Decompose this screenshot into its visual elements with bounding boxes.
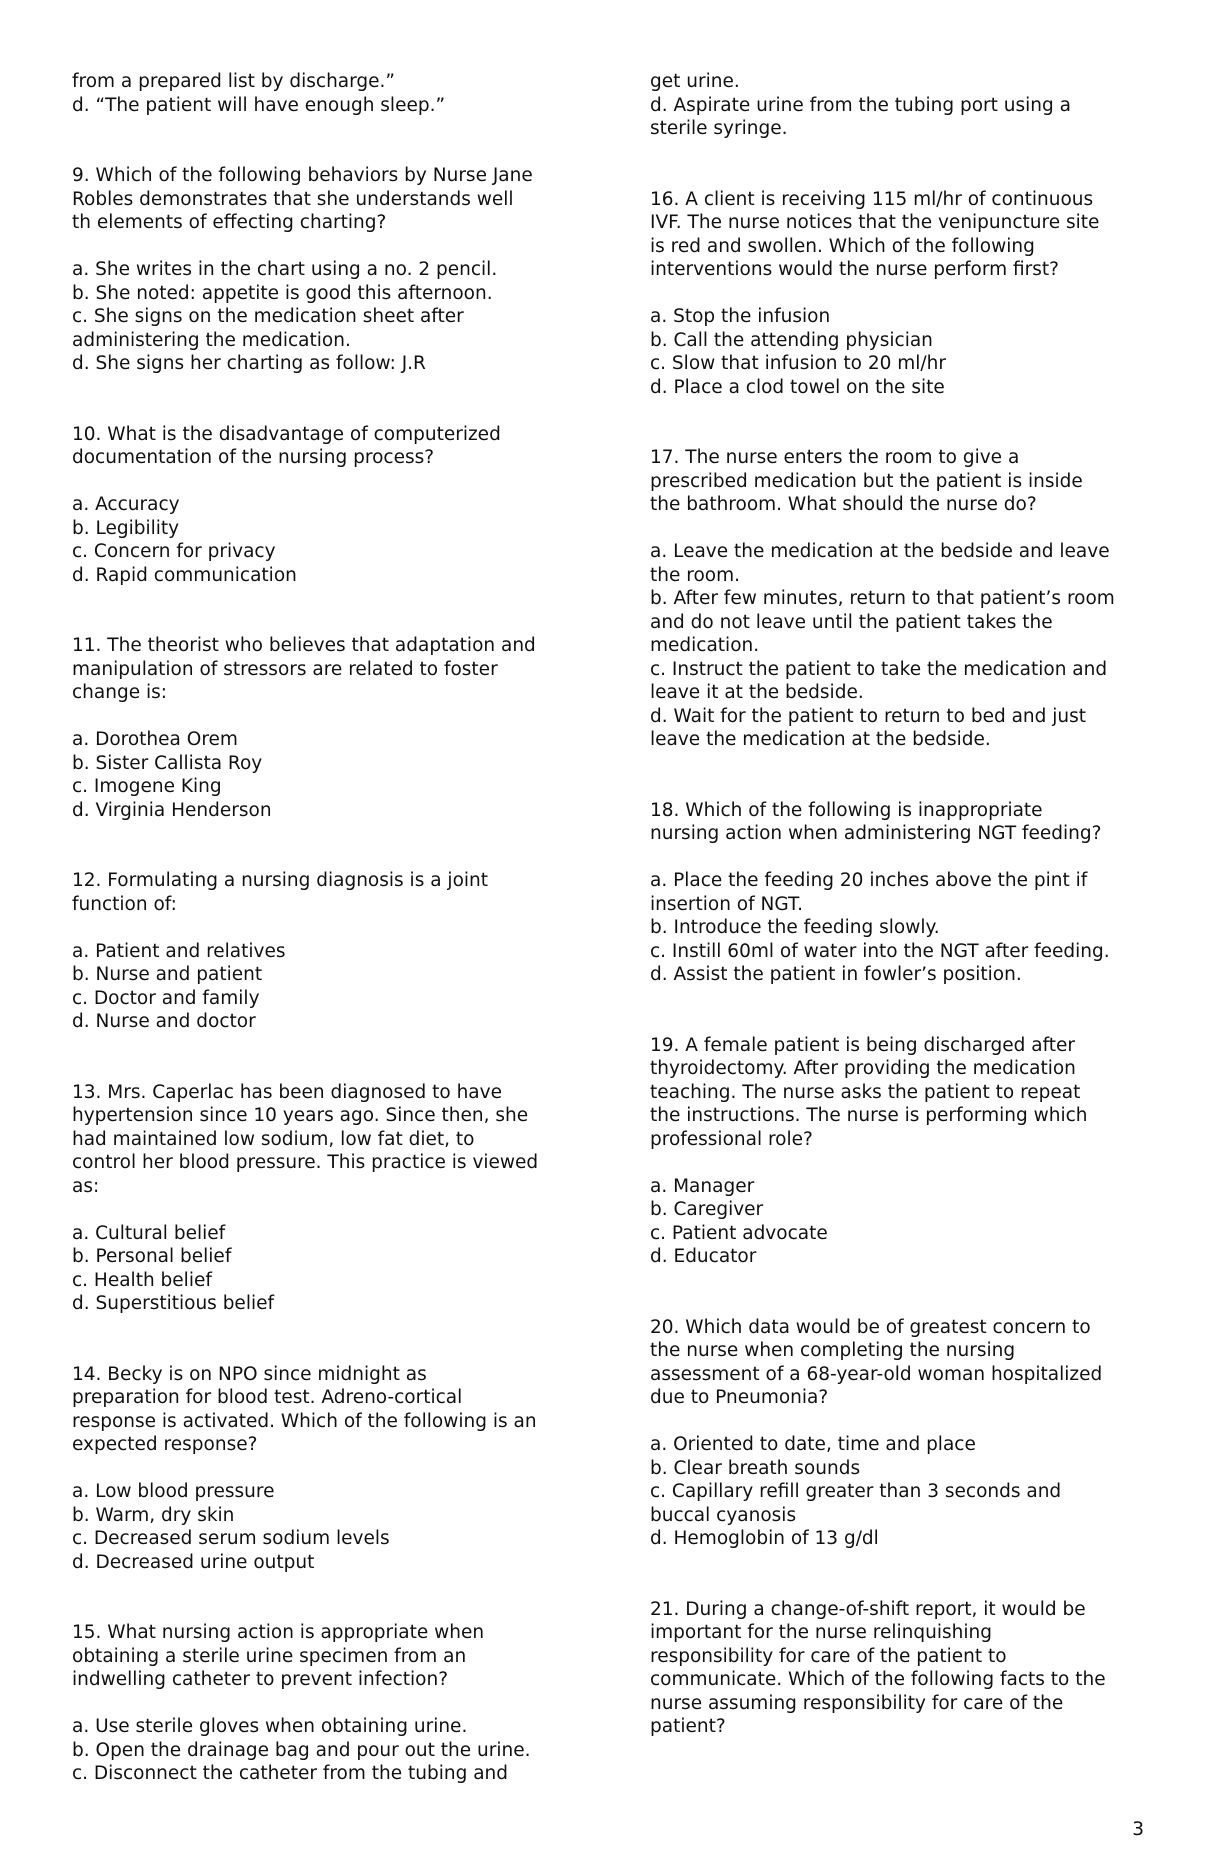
option-line: c. Decreased serum sodium levels [72,1528,390,1549]
answer-option [72,1480,592,1504]
option-line: b. Warm, dry skin [72,1504,235,1526]
option-line: d. Superstitious belief [72,1293,274,1314]
answer-option [72,963,592,987]
question-q8-tail [72,70,592,117]
option-line: d. Rapid communication [72,564,297,586]
answer-options [72,1480,592,1574]
question-q21 [650,1598,1170,1739]
option-line: b. Legibility [72,517,180,539]
option-line: d. Wait for the patient to return to bed and just [650,705,1087,727]
option-line: a. Accuracy [72,494,180,515]
question-gap [72,1034,592,1081]
option-line: b. Open the drainage bag and pour out the urine. [72,1739,531,1761]
stem-line: interventions would the nurse perform first? [650,259,1059,280]
stem-line: communicate. Which of the following facts to the [650,1669,1106,1690]
question-stem [72,869,592,916]
answer-option [650,869,1170,916]
question-q14 [72,1363,592,1575]
question-gap [650,399,1170,446]
option-line: c. Concern for privacy [72,541,276,562]
question-q12 [72,869,592,1034]
question-q10 [72,423,592,588]
option-line: c. Disconnect the catheter from the tubing and [72,1763,509,1784]
answer-option [72,352,592,376]
stem-line: Robles demonstrates that she understands well [72,188,514,210]
question-stem [650,188,1170,282]
stem-line: 18. Which of the following is inappropriate [650,799,1043,821]
option-line: from a prepared list by discharge.” [72,71,396,92]
option-line: and do not leave until the patient takes the [650,611,1053,633]
stem-line: 16. A client is receiving 115 ml/hr of continuous [650,188,1094,210]
question-stem [72,164,592,235]
option-line: d. Aspirate urine from the tubing port using a [650,94,1071,116]
question-stem [650,1598,1170,1739]
question-stem [650,799,1170,846]
answer-options [72,1222,592,1316]
answer-option [650,1245,1170,1269]
answer-option [72,1245,592,1269]
answer-options [650,305,1170,399]
question-gap [72,117,592,164]
answer-option [650,963,1170,987]
stem-line: response is activated. Which of the following is an [72,1410,537,1432]
option-line: c. Instruct the patient to take the medication and [650,658,1108,680]
option-line: a. Place the feeding 20 inches above the pint if [650,870,1088,891]
answer-option [650,658,1170,705]
stem-line: 21. During a change-of-shift report, it would be [650,1598,1086,1620]
question-stem [72,1621,592,1692]
answer-option [72,540,592,564]
answer-option [650,376,1170,400]
stem-line: 9. Which of the following behaviors by Nurse Jane [72,165,533,186]
option-line: d. “The patient will have enough sleep.” [72,94,446,116]
stem-line: IVF. The nurse notices that the venipuncture site [650,212,1100,233]
option-line: leave the medication at the bedside. [650,729,991,750]
stem-line: preparation for blood test. Adreno-cortical [72,1387,463,1408]
option-line: c. Health belief [72,1269,212,1291]
option-line: b. Clear breath sounds [650,1457,861,1479]
stem-line: responsibility for care of the patient to [650,1645,1007,1667]
stem-line: hypertension since 10 years ago. Since then, she [72,1105,529,1126]
question-q15-tail [650,70,1170,141]
answer-option [650,94,1170,141]
answer-option [72,799,592,823]
answer-option [650,1198,1170,1222]
stem-line: the bathroom. What should the nurse do? [650,494,1037,515]
question-gap [72,1316,592,1363]
option-line: d. Hemoglobin of 13 g/dl [650,1528,879,1549]
option-line: c. Instill 60ml of water into the NGT after feeding. [650,940,1110,962]
answer-options [72,1715,592,1786]
option-line: b. Introduce the feeding slowly. [650,917,940,938]
answer-option [72,940,592,964]
answer-option [72,728,592,752]
answer-option [650,1175,1170,1199]
answer-option [650,1480,1170,1527]
option-line: d. Educator [650,1246,757,1267]
option-line: b. Caregiver [650,1199,764,1220]
question-gap [650,987,1170,1034]
page-number: 3 [1132,1819,1144,1840]
option-line: b. She noted: appetite is good this afternoon. [72,282,493,304]
option-line: sterile syringe. [650,118,788,139]
answer-option [72,258,592,282]
option-line: d. Virginia Henderson [72,799,272,821]
option-line: a. Use sterile gloves when obtaining urine. [72,1716,468,1737]
answer-option [72,493,592,517]
stem-line: change is: [72,682,167,703]
left-column [72,70,592,1786]
option-line: the room. [650,564,740,586]
option-line: c. Doctor and family [72,987,260,1009]
question-q19 [650,1034,1170,1269]
stem-line: teaching. The nurse asks the patient to repeat [650,1081,1081,1103]
stem-line: as: [72,1175,100,1197]
option-line: a. Patient and relatives [72,940,286,962]
answer-options [72,493,592,587]
answer-option [72,282,592,306]
question-q20 [650,1316,1170,1551]
answer-options [72,728,592,822]
answer-option [72,1527,592,1551]
answer-option [72,1504,592,1528]
option-line: a. Leave the medication at the bedside and leave [650,541,1110,562]
question-stem [650,1316,1170,1410]
question-gap [72,822,592,869]
option-line: d. Nurse and doctor [72,1011,256,1032]
answer-option [650,352,1170,376]
answer-option [650,705,1170,752]
stem-line: professional role? [650,1128,813,1150]
answer-option [72,564,592,588]
option-line: a. Cultural belief [72,1222,226,1244]
answer-options [650,1433,1170,1551]
answer-option [72,1739,592,1763]
answer-option [72,305,592,352]
option-line: b. Personal belief [72,1246,232,1267]
option-line: b. Call the attending physician [650,329,933,351]
question-gap [650,1269,1170,1316]
option-line: a. Low blood pressure [72,1481,275,1502]
answer-option [650,305,1170,329]
stem-line: is red and swollen. Which of the following [650,235,1035,257]
answer-option [72,1551,592,1575]
option-line: leave it at the bedside. [650,682,864,703]
stem-line: 20. Which data would be of greatest concern to [650,1316,1091,1338]
option-line: a. She writes in the chart using a no. 2 pencil. [72,259,498,280]
question-stem [72,1363,592,1457]
answer-option [72,752,592,776]
answer-option [650,587,1170,658]
stem-line: 11. The theorist who believes that adaptation and [72,635,536,656]
answer-option [650,1457,1170,1481]
question-gap [650,141,1170,188]
answer-option [72,1269,592,1293]
question-gap [650,1551,1170,1598]
option-line: a. Stop the infusion [650,306,831,327]
question-q15 [72,1621,592,1786]
stem-line: 12. Formulating a nursing diagnosis is a joint [72,870,489,891]
answer-option [72,1010,592,1034]
stem-line: 15. What nursing action is appropriate when [72,1622,485,1643]
answer-option [72,517,592,541]
option-line: d. Decreased urine output [72,1551,315,1573]
answer-option [650,940,1170,964]
answer-options [72,258,592,376]
question-q18 [650,799,1170,987]
question-gap [650,752,1170,799]
option-line: c. Capillary refill greater than 3 seconds and [650,1481,1062,1502]
option-line: c. Patient advocate [650,1222,828,1244]
question-q9 [72,164,592,376]
option-line: b. After few minutes, return to that patient’s room [650,588,1115,609]
stem-line: expected response? [72,1434,258,1455]
answer-options [650,869,1170,987]
question-q17 [650,446,1170,752]
stem-line: had maintained low sodium, low fat diet, to [72,1128,475,1150]
answer-option [650,70,1170,94]
answer-option [650,916,1170,940]
question-stem [72,423,592,470]
stem-line: thyroidectomy. After providing the medication [650,1058,1076,1079]
option-line: medication. [650,635,760,656]
question-q11 [72,634,592,822]
answer-option [72,1222,592,1246]
answer-option [650,1527,1170,1551]
stem-line: function of: [72,893,177,915]
option-line: c. She signs on the medication sheet after [72,306,464,327]
stem-line: manipulation of stressors are related to foster [72,658,498,680]
option-line: buccal cyanosis [650,1504,797,1526]
stem-line: 17. The nurse enters the room to give a [650,447,1020,468]
option-line: c. Imogene King [72,776,222,797]
option-line: d. Place a clod towel on the site [650,376,945,398]
question-stem [650,1034,1170,1152]
answer-option [650,329,1170,353]
answer-option [72,70,592,94]
option-line: a. Dorothea Orem [72,729,238,750]
option-line: a. Manager [650,1175,755,1197]
stem-line: 13. Mrs. Caperlac has been diagnosed to have [72,1081,502,1103]
right-column [650,70,1170,1739]
stem-line: 19. A female patient is being discharged after [650,1034,1076,1056]
stem-line: 14. Becky is on NPO since midnight as [72,1363,427,1385]
stem-line: documentation of the nursing process? [72,447,435,468]
option-line: d. Assist the patient in fowler’s position. [650,964,1022,985]
option-line: b. Sister Callista Roy [72,752,263,774]
stem-line: the nurse when completing the nursing [650,1340,1016,1361]
option-line: insertion of NGT. [650,893,804,915]
option-line: b. Nurse and patient [72,964,263,985]
stem-line: prescribed medication but the patient is inside [650,470,1083,492]
stem-line: 10. What is the disadvantage of computerized [72,423,501,445]
question-stem [72,1081,592,1199]
option-line: administering the medication. [72,329,351,351]
option-line: c. Slow that infusion to 20 ml/hr [650,353,946,374]
question-gap [72,587,592,634]
stem-line: assessment of a 68-year-old woman hospitalized [650,1363,1103,1385]
stem-line: obtaining a sterile urine specimen from an [72,1645,467,1667]
stem-line: nurse assuming responsibility for care of the [650,1692,1064,1714]
answer-option [72,987,592,1011]
stem-line: th elements of effecting charting? [72,212,387,233]
question-stem [650,446,1170,517]
option-line: d. She signs her charting as follow: J.R [72,353,426,374]
answer-option [72,1715,592,1739]
answer-option [72,1292,592,1316]
question-gap [72,1574,592,1621]
option-line: a. Oriented to date, time and place [650,1434,976,1455]
stem-line: control her blood pressure. This practice is viewed [72,1152,539,1173]
answer-options [650,1175,1170,1269]
answer-option [650,1222,1170,1246]
answer-option [650,540,1170,587]
answer-options [72,940,592,1034]
stem-line: the instructions. The nurse is performing which [650,1105,1088,1126]
answer-option [650,1433,1170,1457]
question-q13 [72,1081,592,1316]
answer-options [650,540,1170,752]
answer-option [72,775,592,799]
option-line: get urine. [650,71,740,92]
stem-line: nursing action when administering NGT feeding? [650,823,1102,844]
stem-line: patient? [650,1716,726,1737]
question-q16 [650,188,1170,400]
stem-line: important for the nurse relinquishing [650,1622,992,1643]
stem-line: indwelling catheter to prevent infection? [72,1669,449,1690]
answer-options [650,70,1170,141]
question-gap [72,376,592,423]
stem-line: due to Pneumonia? [650,1387,829,1408]
question-stem [72,634,592,705]
answer-option [72,1762,592,1786]
answer-option [72,94,592,118]
answer-options [72,70,592,117]
